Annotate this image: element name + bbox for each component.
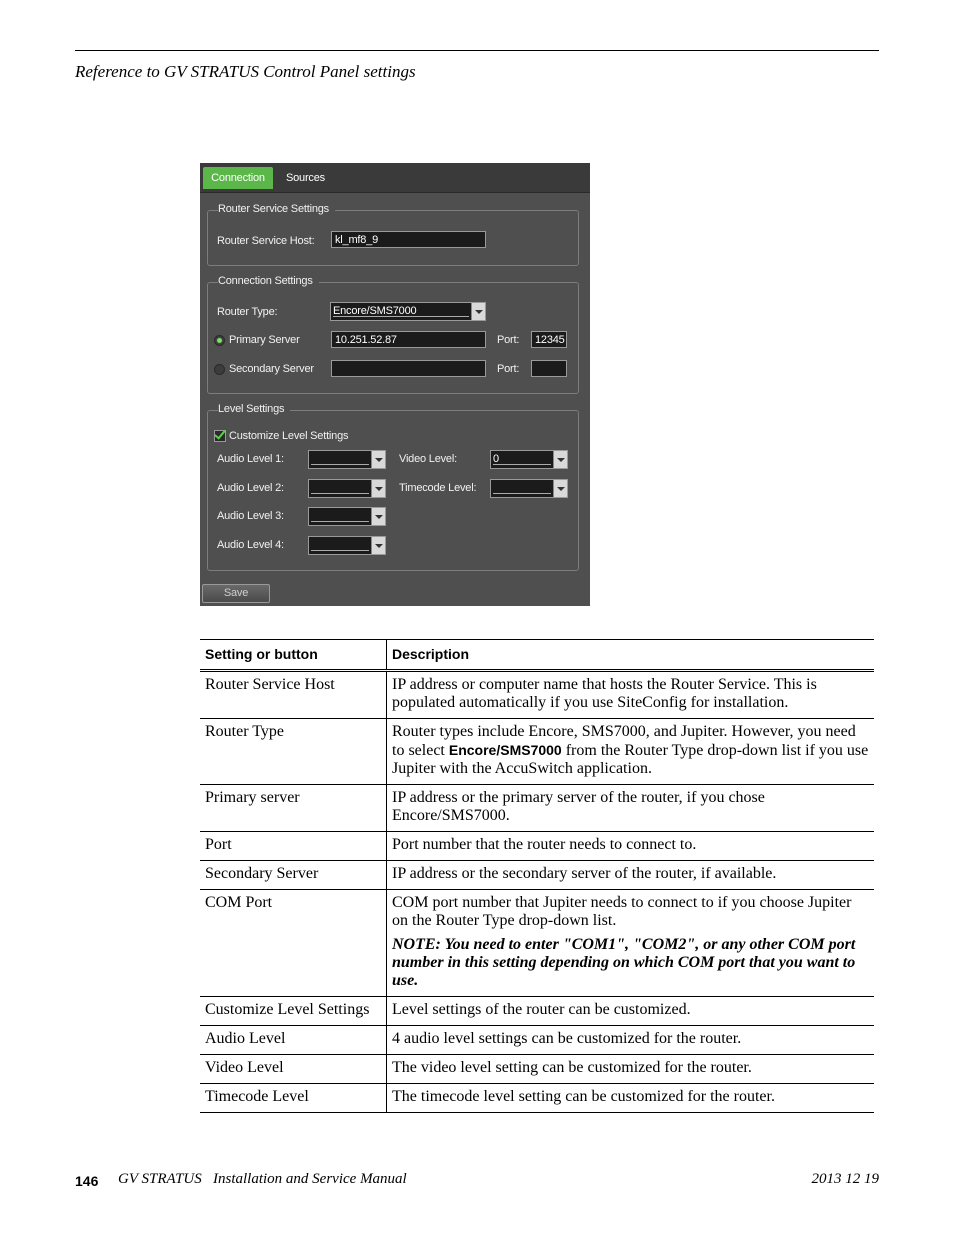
table-row xyxy=(200,890,874,997)
chevron-down-icon[interactable] xyxy=(553,480,567,497)
router-type-value: Encore/SMS7000 xyxy=(333,305,417,317)
description-cell: The video level setting can be customized for the router. xyxy=(387,1055,875,1084)
customize-level-checkbox[interactable] xyxy=(214,430,226,442)
audio-level-3-dropdown[interactable] xyxy=(308,507,386,526)
table-row xyxy=(200,832,874,861)
description-text: Router types include Encore, SMS7000, and Jupiter. However, you need to select xyxy=(392,723,856,759)
description-text: from the Router Type drop-down list if you use Jupiter with the AccuSwitch application. xyxy=(392,742,869,777)
setting-cell: Timecode Level xyxy=(200,1084,387,1113)
table-header-row xyxy=(200,640,874,671)
description-cell xyxy=(387,890,875,997)
secondary-server-label: Secondary Server xyxy=(229,363,314,375)
setting-cell: Router Type xyxy=(200,719,387,785)
chevron-down-icon[interactable] xyxy=(371,508,385,525)
description-cell: The timecode level setting can be customized for the router. xyxy=(387,1084,875,1113)
timecode-level-underline xyxy=(493,493,551,494)
video-level-value: 0 xyxy=(493,453,499,465)
setting-cell: Port xyxy=(200,832,387,861)
setting-cell: Audio Level xyxy=(200,1026,387,1055)
timecode-level-label: Timecode Level: xyxy=(399,482,477,494)
router-type-underline xyxy=(333,316,469,317)
chevron-down-icon[interactable] xyxy=(371,480,385,497)
column-header-setting: Setting or button xyxy=(200,640,387,671)
audio-level-3-label: Audio Level 3: xyxy=(217,510,284,522)
table-row xyxy=(200,719,874,785)
description-cell: IP address or the primary server of the router, if you chose Encore/SMS7000. xyxy=(387,785,875,832)
manual-title: GV STRATUS Installation and Service Manual xyxy=(118,1171,407,1187)
table-row xyxy=(200,1055,874,1084)
description-cell: 4 audio level settings can be customized for the router. xyxy=(387,1026,875,1055)
video-level-dropdown[interactable] xyxy=(490,450,568,469)
audio-level-4-underline xyxy=(311,550,369,551)
chevron-down-icon[interactable] xyxy=(371,537,385,554)
table-row xyxy=(200,1026,874,1055)
setting-cell: Primary server xyxy=(200,785,387,832)
router-service-settings-legend: Router Service Settings xyxy=(218,203,335,215)
setting-cell: Customize Level Settings xyxy=(200,997,387,1026)
control-panel-screenshot xyxy=(200,163,590,606)
running-head: Reference to GV STRATUS Control Panel settings xyxy=(75,62,416,81)
primary-port-label: Port: xyxy=(497,334,520,346)
note-text: NOTE: You need to enter "COM1", "COM2", or any other COM port number in this setting depending on which COM port that you want to use. xyxy=(392,936,856,989)
setting-cell: Video Level xyxy=(200,1055,387,1084)
router-type-label: Router Type: xyxy=(217,306,278,318)
router-service-host-label: Router Service Host: xyxy=(217,235,315,247)
connection-settings-legend: Connection Settings xyxy=(218,275,319,287)
secondary-server-input[interactable] xyxy=(331,360,486,377)
audio-level-2-label: Audio Level 2: xyxy=(217,482,284,494)
secondary-port-input[interactable] xyxy=(531,360,567,377)
audio-level-1-underline xyxy=(311,464,369,465)
tab-bar xyxy=(200,163,590,193)
video-level-label: Video Level: xyxy=(399,453,457,465)
table-row xyxy=(200,1084,874,1113)
secondary-server-radio[interactable] xyxy=(214,364,225,375)
audio-level-1-label: Audio Level 1: xyxy=(217,453,284,465)
settings-table xyxy=(200,639,874,1113)
secondary-port-label: Port: xyxy=(497,363,520,375)
router-type-dropdown[interactable] xyxy=(330,302,486,321)
timecode-level-dropdown[interactable] xyxy=(490,479,568,498)
primary-port-input[interactable]: 12345 xyxy=(531,331,567,348)
header-rule xyxy=(75,50,879,51)
audio-level-2-dropdown[interactable] xyxy=(308,479,386,498)
table-row xyxy=(200,785,874,832)
chevron-down-icon[interactable] xyxy=(371,451,385,468)
audio-level-4-label: Audio Level 4: xyxy=(217,539,284,551)
description-text: COM port number that Jupiter needs to connect to if you choose Jupiter on the Router Type drop-down list. xyxy=(392,894,852,929)
description-cell: IP address or computer name that hosts the Router Service. This is populated automatically if you use SiteConfig for installation. xyxy=(387,671,875,719)
description-cell xyxy=(387,719,875,785)
tab-sources[interactable]: Sources xyxy=(286,172,325,184)
page-number: 146 xyxy=(75,1173,99,1189)
router-service-host-input[interactable]: kl_mf8_9 xyxy=(331,231,486,248)
ui-term: Encore/SMS7000 xyxy=(448,742,562,758)
primary-server-input[interactable]: 10.251.52.87 xyxy=(331,331,486,348)
primary-server-radio[interactable] xyxy=(214,335,225,346)
description-cell: Level settings of the router can be customized. xyxy=(387,997,875,1026)
setting-cell: Secondary Server xyxy=(200,861,387,890)
publication-date: 2013 12 19 xyxy=(811,1171,879,1187)
save-button[interactable]: Save xyxy=(202,584,270,603)
setting-cell: COM Port xyxy=(200,890,387,997)
primary-server-label: Primary Server xyxy=(229,334,300,346)
table-row xyxy=(200,861,874,890)
table-row xyxy=(200,671,874,719)
tab-connection[interactable]: Connection xyxy=(203,167,273,189)
audio-level-1-dropdown[interactable] xyxy=(308,450,386,469)
chevron-down-icon[interactable] xyxy=(471,303,485,320)
audio-level-2-underline xyxy=(311,493,369,494)
column-header-description: Description xyxy=(387,640,875,671)
video-level-underline xyxy=(493,464,551,465)
setting-cell: Router Service Host xyxy=(200,671,387,719)
description-cell: IP address or the secondary server of the router, if available. xyxy=(387,861,875,890)
customize-level-label: Customize Level Settings xyxy=(229,430,349,442)
audio-level-4-dropdown[interactable] xyxy=(308,536,386,555)
table-row xyxy=(200,997,874,1026)
description-cell: Port number that the router needs to connect to. xyxy=(387,832,875,861)
chevron-down-icon[interactable] xyxy=(553,451,567,468)
level-settings-legend: Level Settings xyxy=(218,403,290,415)
audio-level-3-underline xyxy=(311,521,369,522)
